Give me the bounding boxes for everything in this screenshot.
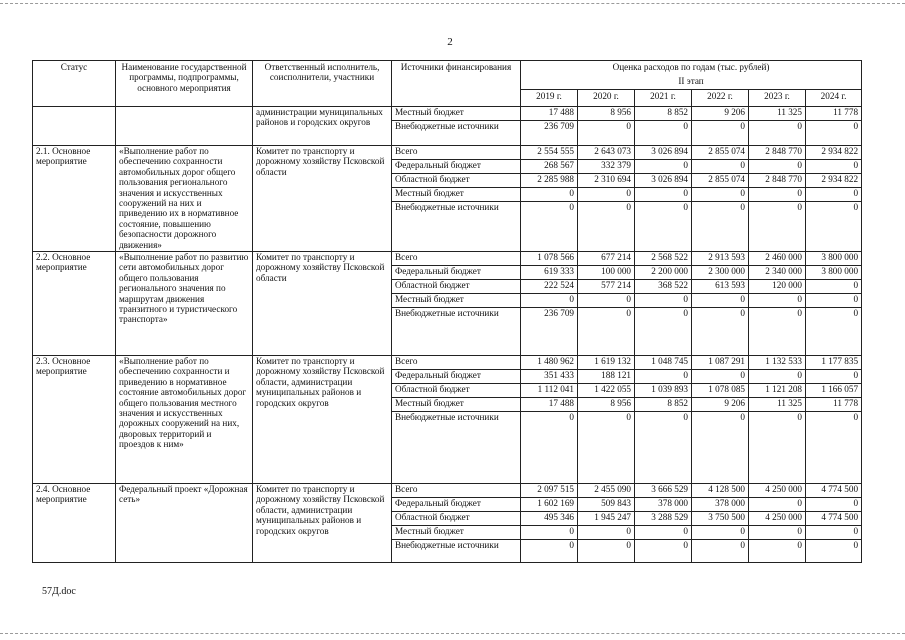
- value-cell: 677 214: [578, 252, 635, 266]
- value-cell: 1 112 041: [521, 384, 578, 398]
- value-cell: 0: [806, 202, 862, 252]
- value-cell: 0: [635, 188, 692, 202]
- value-cell: 9 206: [692, 398, 749, 412]
- value-cell: 17 488: [521, 107, 578, 121]
- value-cell: 11 778: [806, 107, 862, 121]
- header-year: 2019 г.: [521, 90, 578, 107]
- value-cell: 0: [578, 202, 635, 252]
- value-cell: 0: [749, 121, 806, 146]
- value-cell: 378 000: [635, 498, 692, 512]
- value-cell: 1 048 745: [635, 356, 692, 370]
- value-cell: 2 568 522: [635, 252, 692, 266]
- value-cell: 619 333: [521, 266, 578, 280]
- value-cell: 2 285 988: [521, 174, 578, 188]
- header-source: Источники финансирования: [392, 61, 521, 107]
- value-cell: 0: [635, 294, 692, 308]
- header-year: 2022 г.: [692, 90, 749, 107]
- value-cell: 0: [749, 370, 806, 384]
- value-cell: 0: [521, 540, 578, 563]
- value-cell: 0: [806, 121, 862, 146]
- value-cell: 0: [806, 160, 862, 174]
- value-cell: 0: [806, 540, 862, 563]
- value-cell: 0: [749, 540, 806, 563]
- responsible-cell: Комитет по транспорту и дорожному хозяйству Псковской области, администрации муниципальных районов и городских округов: [253, 356, 392, 484]
- header-stage: II этап: [521, 75, 862, 90]
- name-cell: «Выполнение работ по обеспечению сохранности и приведению в нормативное состояние автомобильных дорог общего пользования местного значения и искусственных дорожных сооружений на них, дворовых территорий и проездов к ним»: [116, 356, 253, 484]
- header-estimate: Оценка расходов по годам (тыс. рублей): [521, 61, 862, 76]
- value-cell: 1 422 055: [578, 384, 635, 398]
- value-cell: 0: [749, 498, 806, 512]
- value-cell: 351 433: [521, 370, 578, 384]
- funding-source: Местный бюджет: [392, 526, 521, 540]
- status-cell: 2.4. Основное мероприятие: [33, 484, 116, 563]
- value-cell: 0: [578, 412, 635, 484]
- value-cell: 0: [692, 370, 749, 384]
- funding-source: Внебюджетные источники: [392, 121, 521, 146]
- value-cell: 0: [635, 160, 692, 174]
- funding-source: Областной бюджет: [392, 384, 521, 398]
- value-cell: 0: [749, 202, 806, 252]
- funding-source: Областной бюджет: [392, 280, 521, 294]
- value-cell: 1 078 085: [692, 384, 749, 398]
- table-row: [33, 484, 862, 498]
- value-cell: 2 848 770: [749, 174, 806, 188]
- status-cell: 2.2. Основное мероприятие: [33, 252, 116, 356]
- value-cell: 0: [635, 526, 692, 540]
- value-cell: 4 128 500: [692, 484, 749, 498]
- value-cell: 0: [578, 526, 635, 540]
- value-cell: 509 843: [578, 498, 635, 512]
- value-cell: 4 250 000: [749, 484, 806, 498]
- funding-source: Внебюджетные источники: [392, 308, 521, 356]
- value-cell: 222 524: [521, 280, 578, 294]
- value-cell: 0: [692, 202, 749, 252]
- value-cell: 368 522: [635, 280, 692, 294]
- footer-filename: 57Д.doc: [42, 586, 76, 597]
- value-cell: 0: [806, 412, 862, 484]
- funding-source: Внебюджетные источники: [392, 540, 521, 563]
- name-cell: [116, 107, 253, 146]
- value-cell: 17 488: [521, 398, 578, 412]
- value-cell: 0: [578, 294, 635, 308]
- value-cell: 2 934 822: [806, 146, 862, 160]
- value-cell: 0: [578, 121, 635, 146]
- table-row: [33, 252, 862, 266]
- table-body: [33, 107, 862, 563]
- funding-source: Местный бюджет: [392, 107, 521, 121]
- value-cell: 2 455 090: [578, 484, 635, 498]
- funding-source: Местный бюджет: [392, 398, 521, 412]
- value-cell: 3 026 894: [635, 146, 692, 160]
- value-cell: 100 000: [578, 266, 635, 280]
- responsible-cell: Комитет по транспорту и дорожному хозяйству Псковской области, администрации муниципальных районов и городских округов: [253, 484, 392, 563]
- funding-source: Всего: [392, 252, 521, 266]
- value-cell: 495 346: [521, 512, 578, 526]
- value-cell: 0: [749, 294, 806, 308]
- funding-source: Всего: [392, 484, 521, 498]
- funding-source: Всего: [392, 356, 521, 370]
- header-year: 2021 г.: [635, 90, 692, 107]
- value-cell: 1 619 132: [578, 356, 635, 370]
- value-cell: 1 480 962: [521, 356, 578, 370]
- value-cell: 0: [692, 540, 749, 563]
- value-cell: 0: [635, 121, 692, 146]
- value-cell: 1 166 057: [806, 384, 862, 398]
- value-cell: 0: [578, 308, 635, 356]
- value-cell: 2 097 515: [521, 484, 578, 498]
- value-cell: 11 325: [749, 107, 806, 121]
- value-cell: 2 848 770: [749, 146, 806, 160]
- value-cell: 0: [521, 294, 578, 308]
- value-cell: 0: [806, 370, 862, 384]
- funding-source: Всего: [392, 146, 521, 160]
- value-cell: 2 913 593: [692, 252, 749, 266]
- value-cell: 2 340 000: [749, 266, 806, 280]
- value-cell: 8 956: [578, 398, 635, 412]
- value-cell: 0: [806, 188, 862, 202]
- value-cell: 0: [692, 526, 749, 540]
- funding-source: Областной бюджет: [392, 512, 521, 526]
- value-cell: 0: [749, 160, 806, 174]
- value-cell: 0: [692, 188, 749, 202]
- value-cell: 4 774 500: [806, 512, 862, 526]
- expenditure-table: [32, 60, 862, 563]
- funding-source: Внебюджетные источники: [392, 202, 521, 252]
- header-year: 2024 г.: [806, 90, 862, 107]
- value-cell: 0: [749, 526, 806, 540]
- value-cell: 0: [806, 308, 862, 356]
- funding-source: Федеральный бюджет: [392, 160, 521, 174]
- value-cell: 4 250 000: [749, 512, 806, 526]
- value-cell: 2 300 000: [692, 266, 749, 280]
- value-cell: 2 934 822: [806, 174, 862, 188]
- scan-top-edge: [0, 3, 905, 4]
- value-cell: 2 643 073: [578, 146, 635, 160]
- value-cell: 1 945 247: [578, 512, 635, 526]
- value-cell: 0: [578, 540, 635, 563]
- value-cell: 0: [521, 202, 578, 252]
- name-cell: «Выполнение работ по развитию сети автомобильных дорог общего пользования регионального значения по маршрутам движения транзитного и туристического транспорта»: [116, 252, 253, 356]
- funding-source: Областной бюджет: [392, 174, 521, 188]
- value-cell: 0: [635, 308, 692, 356]
- value-cell: 0: [806, 526, 862, 540]
- table-row: [33, 146, 862, 160]
- value-cell: 3 750 500: [692, 512, 749, 526]
- value-cell: 378 000: [692, 498, 749, 512]
- value-cell: 236 709: [521, 121, 578, 146]
- table-row: [33, 107, 862, 121]
- value-cell: 2 310 694: [578, 174, 635, 188]
- value-cell: 8 852: [635, 107, 692, 121]
- value-cell: 1 121 208: [749, 384, 806, 398]
- value-cell: 0: [692, 412, 749, 484]
- value-cell: 0: [635, 412, 692, 484]
- header-status: Статус: [33, 61, 116, 107]
- header-name: Наименование государственной программы, подпрограммы, основного мероприятия: [116, 61, 253, 107]
- value-cell: 1 132 533: [749, 356, 806, 370]
- value-cell: 2 855 074: [692, 174, 749, 188]
- value-cell: 4 774 500: [806, 484, 862, 498]
- page-number: 2: [447, 36, 453, 48]
- value-cell: 1 039 893: [635, 384, 692, 398]
- scan-bottom-edge: [0, 633, 905, 634]
- header-year: 2020 г.: [578, 90, 635, 107]
- value-cell: 1 602 169: [521, 498, 578, 512]
- table-header: [33, 61, 862, 107]
- value-cell: 0: [749, 188, 806, 202]
- responsible-cell: Комитет по транспорту и дорожному хозяйству Псковской области: [253, 146, 392, 252]
- value-cell: 3 666 529: [635, 484, 692, 498]
- value-cell: 3 800 000: [806, 266, 862, 280]
- responsible-cell: Комитет по транспорту и дорожному хозяйству Псковской области: [253, 252, 392, 356]
- value-cell: 0: [692, 294, 749, 308]
- header-year: 2023 г.: [749, 90, 806, 107]
- value-cell: 120 000: [749, 280, 806, 294]
- status-cell: [33, 107, 116, 146]
- funding-source: Местный бюджет: [392, 188, 521, 202]
- funding-source: Федеральный бюджет: [392, 370, 521, 384]
- value-cell: 0: [578, 188, 635, 202]
- value-cell: 2 460 000: [749, 252, 806, 266]
- funding-source: Внебюджетные источники: [392, 412, 521, 484]
- value-cell: 613 593: [692, 280, 749, 294]
- value-cell: 236 709: [521, 308, 578, 356]
- value-cell: 8 852: [635, 398, 692, 412]
- value-cell: 0: [749, 412, 806, 484]
- value-cell: 2 855 074: [692, 146, 749, 160]
- value-cell: 11 778: [806, 398, 862, 412]
- value-cell: 0: [692, 308, 749, 356]
- value-cell: 2 200 000: [635, 266, 692, 280]
- value-cell: 188 121: [578, 370, 635, 384]
- value-cell: 0: [635, 202, 692, 252]
- value-cell: 0: [806, 280, 862, 294]
- status-cell: 2.3. Основное мероприятие: [33, 356, 116, 484]
- value-cell: 577 214: [578, 280, 635, 294]
- value-cell: 0: [635, 540, 692, 563]
- value-cell: 11 325: [749, 398, 806, 412]
- value-cell: 0: [635, 370, 692, 384]
- value-cell: 0: [521, 526, 578, 540]
- value-cell: 1 177 835: [806, 356, 862, 370]
- funding-source: Федеральный бюджет: [392, 498, 521, 512]
- value-cell: 3 026 894: [635, 174, 692, 188]
- value-cell: 0: [806, 498, 862, 512]
- value-cell: 2 554 555: [521, 146, 578, 160]
- funding-source: Федеральный бюджет: [392, 266, 521, 280]
- value-cell: 268 567: [521, 160, 578, 174]
- status-cell: 2.1. Основное мероприятие: [33, 146, 116, 252]
- funding-source: Местный бюджет: [392, 294, 521, 308]
- name-cell: «Выполнение работ по обеспечению сохранности автомобильных дорог общего пользования регионального значения и искусственных сооружений на них и приведению их в нормативное состояние, повышению безопасности дорожного движения»: [116, 146, 253, 252]
- value-cell: 332 379: [578, 160, 635, 174]
- responsible-cell: администрации муниципальных районов и городских округов: [253, 107, 392, 146]
- value-cell: 9 206: [692, 107, 749, 121]
- header-responsible: Ответственный исполнитель, соисполнители, участники: [253, 61, 392, 107]
- table-row: [33, 356, 862, 370]
- name-cell: Федеральный проект «Дорожная сеть»: [116, 484, 253, 563]
- value-cell: 0: [806, 294, 862, 308]
- value-cell: 1 087 291: [692, 356, 749, 370]
- value-cell: 8 956: [578, 107, 635, 121]
- value-cell: 0: [692, 160, 749, 174]
- value-cell: 3 288 529: [635, 512, 692, 526]
- value-cell: 0: [521, 412, 578, 484]
- value-cell: 0: [521, 188, 578, 202]
- value-cell: 0: [692, 121, 749, 146]
- value-cell: 3 800 000: [806, 252, 862, 266]
- value-cell: 0: [749, 308, 806, 356]
- value-cell: 1 078 566: [521, 252, 578, 266]
